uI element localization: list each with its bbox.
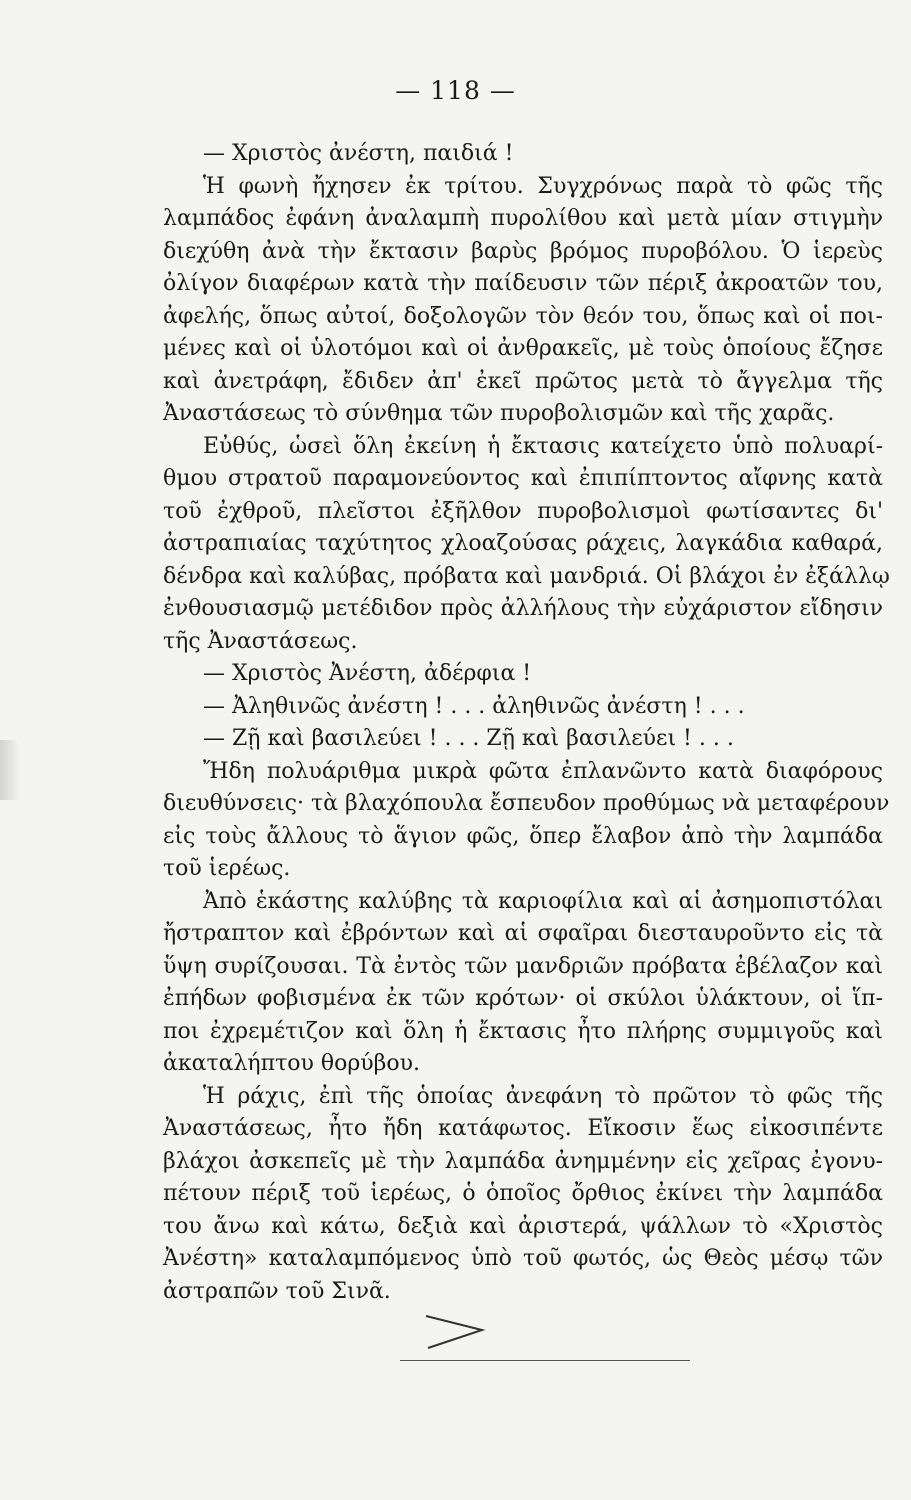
text-line: Εὐθύς, ὡσεὶ ὅλη ἐκείνη ἡ ἔκτασις κατείχετο ὑπὸ πολυαρί- bbox=[203, 433, 883, 459]
text-line: εἰς τοὺς ἄλλους τὸ ἅγιον φῶς, ὅπερ ἔλαβον ἀπὸ τὴν λαμπάδα bbox=[163, 823, 883, 849]
page-edge-shadow bbox=[0, 740, 20, 800]
text-line: ποι ἐχρεμέτιζον καὶ ὅλη ἡ ἔκτασις ἦτο πλήρης συμμιγοῦς καὶ bbox=[163, 1018, 883, 1044]
text-line: δένδρα καὶ καλύβας, πρόβατα καὶ μανδριά. Οἱ βλάχοι ἐν ἐξάλλῳ bbox=[163, 563, 890, 589]
text-line: ἀκαταλήπτου θορύβου. bbox=[163, 1051, 420, 1076]
text-line: ὀλίγον διαφέρων κατὰ τὴν παίδευσιν τῶν πέριξ ἀκροατῶν του, bbox=[163, 271, 883, 296]
text-line: Ἀπὸ ἑκάστης καλύβης τὰ καριοφίλια καὶ αἱ ἀσημοπιστόλαι bbox=[203, 888, 883, 914]
text-line: Ἤδη πολυάριθμα μικρὰ φῶτα ἐπλανῶντο κατὰ διαφόρους bbox=[203, 758, 883, 784]
text-line: Ἡ φωνὴ ἤχησεν ἐκ τρίτου. Συγχρόνως παρὰ τὸ φῶς τῆς bbox=[203, 173, 883, 199]
text-line: ἀστραπιαίας ταχύτητος χλοαζούσας ράχεις, λαγκάδια καθαρά, bbox=[163, 531, 883, 556]
text-line: Ἀνέστη» καταλαμπόμενος ὑπὸ τοῦ φωτός, ὡς Θεὸς μέσῳ τῶν bbox=[163, 1246, 883, 1271]
text-line: πέτουν πέριξ τοῦ ἱερέως, ὁ ὁποῖος ὄρθιος ἐκίνει τὴν λαμπάδα bbox=[163, 1181, 883, 1206]
end-rule-divider bbox=[400, 1360, 690, 1361]
end-flourish-ornament bbox=[420, 1310, 490, 1354]
text-line: Ἀναστάσεως τὸ σύνθημα τῶν πυροβολισμῶν καὶ τῆς χαρᾶς. bbox=[163, 401, 835, 426]
text-line: τοῦ ἱερέως. bbox=[163, 856, 291, 881]
text-line: ἀστραπῶν τοῦ Σινᾶ. bbox=[163, 1278, 391, 1304]
text-line: ἀφελής, ὅπως αὐτοί, δοξολογῶν τὸν θεόν του, ὅπως καὶ οἱ ποι- bbox=[163, 303, 883, 329]
text-line: — Ἀληθινῶς ἀνέστη ! . . . ἀληθινῶς ἀνέστη ! . . . bbox=[203, 693, 745, 719]
text-line: του ἄνω καὶ κάτω, δεξιὰ καὶ ἀριστερά, ψάλλων τὸ «Χριστὸς bbox=[163, 1213, 883, 1239]
text-line: θμου στρατοῦ παραμονεύοντος καὶ ἐπιπίπτοντος αἴφνης κατὰ bbox=[163, 466, 883, 491]
text-line: καὶ ἀνετράφη, ἔδιδεν ἀπ' ἐκεῖ πρῶτος μετὰ τὸ ἄγγελμα τῆς bbox=[163, 368, 883, 394]
page-number: — 118 — bbox=[395, 76, 516, 105]
text-line: βλάχοι ἀσκεπεῖς μὲ τὴν λαμπάδα ἀνημμένην εἰς χεῖρας ἐγονυ- bbox=[163, 1148, 883, 1174]
text-line: ὕψη συρίζουσαι. Τὰ ἐντὸς τῶν μανδριῶν πρόβατα ἐβέλαζον καὶ bbox=[163, 953, 883, 979]
text-line: ἐπήδων φοβισμένα ἐκ τῶν κρότων· οἱ σκύλοι ὑλάκτουν, οἱ ἵπ- bbox=[163, 986, 883, 1011]
text-line: τῆς Ἀναστάσεως. bbox=[163, 628, 358, 654]
text-line: διεχύθη ἀνὰ τὴν ἔκτασιν βαρὺς βρόμος πυροβόλου. Ὁ ἱερεὺς bbox=[163, 238, 883, 264]
text-line: Ἀναστάσεως, ἦτο ἤδη κατάφωτος. Εἴκοσιν ἕως εἰκοσιπέντε bbox=[163, 1116, 883, 1141]
text-line: ἐνθουσιασμῷ μετέδιδον πρὸς ἀλλήλους τὴν εὐχάριστον εἴδησιν bbox=[163, 596, 883, 621]
text-line: — Ζῇ καὶ βασιλεύει ! . . . Ζῇ καὶ βασιλεύει ! . . . bbox=[203, 726, 734, 751]
text-line: Ἡ ράχις, ἐπὶ τῆς ὁποίας ἀνεφάνη τὸ πρῶτον τὸ φῶς τῆς bbox=[203, 1083, 883, 1109]
text-line: — Χριστὸς Ἀνέστη, ἀδέρφια ! bbox=[203, 661, 532, 686]
text-line: — Χριστὸς ἀνέστη, παιδιά ! bbox=[203, 141, 514, 166]
text-line: λαμπάδος ἐφάνη ἀναλαμπὴ πυρολίθου καὶ μετὰ μίαν στιγμὴν bbox=[163, 206, 883, 231]
text-line: μένες καὶ οἱ ὑλοτόμοι καὶ οἱ ἀνθρακεῖς, μὲ τοὺς ὁποίους ἔζησε bbox=[163, 336, 883, 361]
text-line: ἤστραπτον καὶ ἐβρόντων καὶ αἱ σφαῖραι διεσταυροῦντο εἰς τὰ bbox=[163, 921, 883, 946]
text-line: τοῦ ἐχθροῦ, πλεῖστοι ἐξῆλθον πυροβολισμοὶ φωτίσαντες δι' bbox=[163, 498, 883, 524]
text-line: διευθύνσεις· τὰ βλαχόπουλα ἔσπευδον προθύμως νὰ μεταφέρουν bbox=[163, 791, 890, 816]
body-text bbox=[163, 138, 890, 1308]
